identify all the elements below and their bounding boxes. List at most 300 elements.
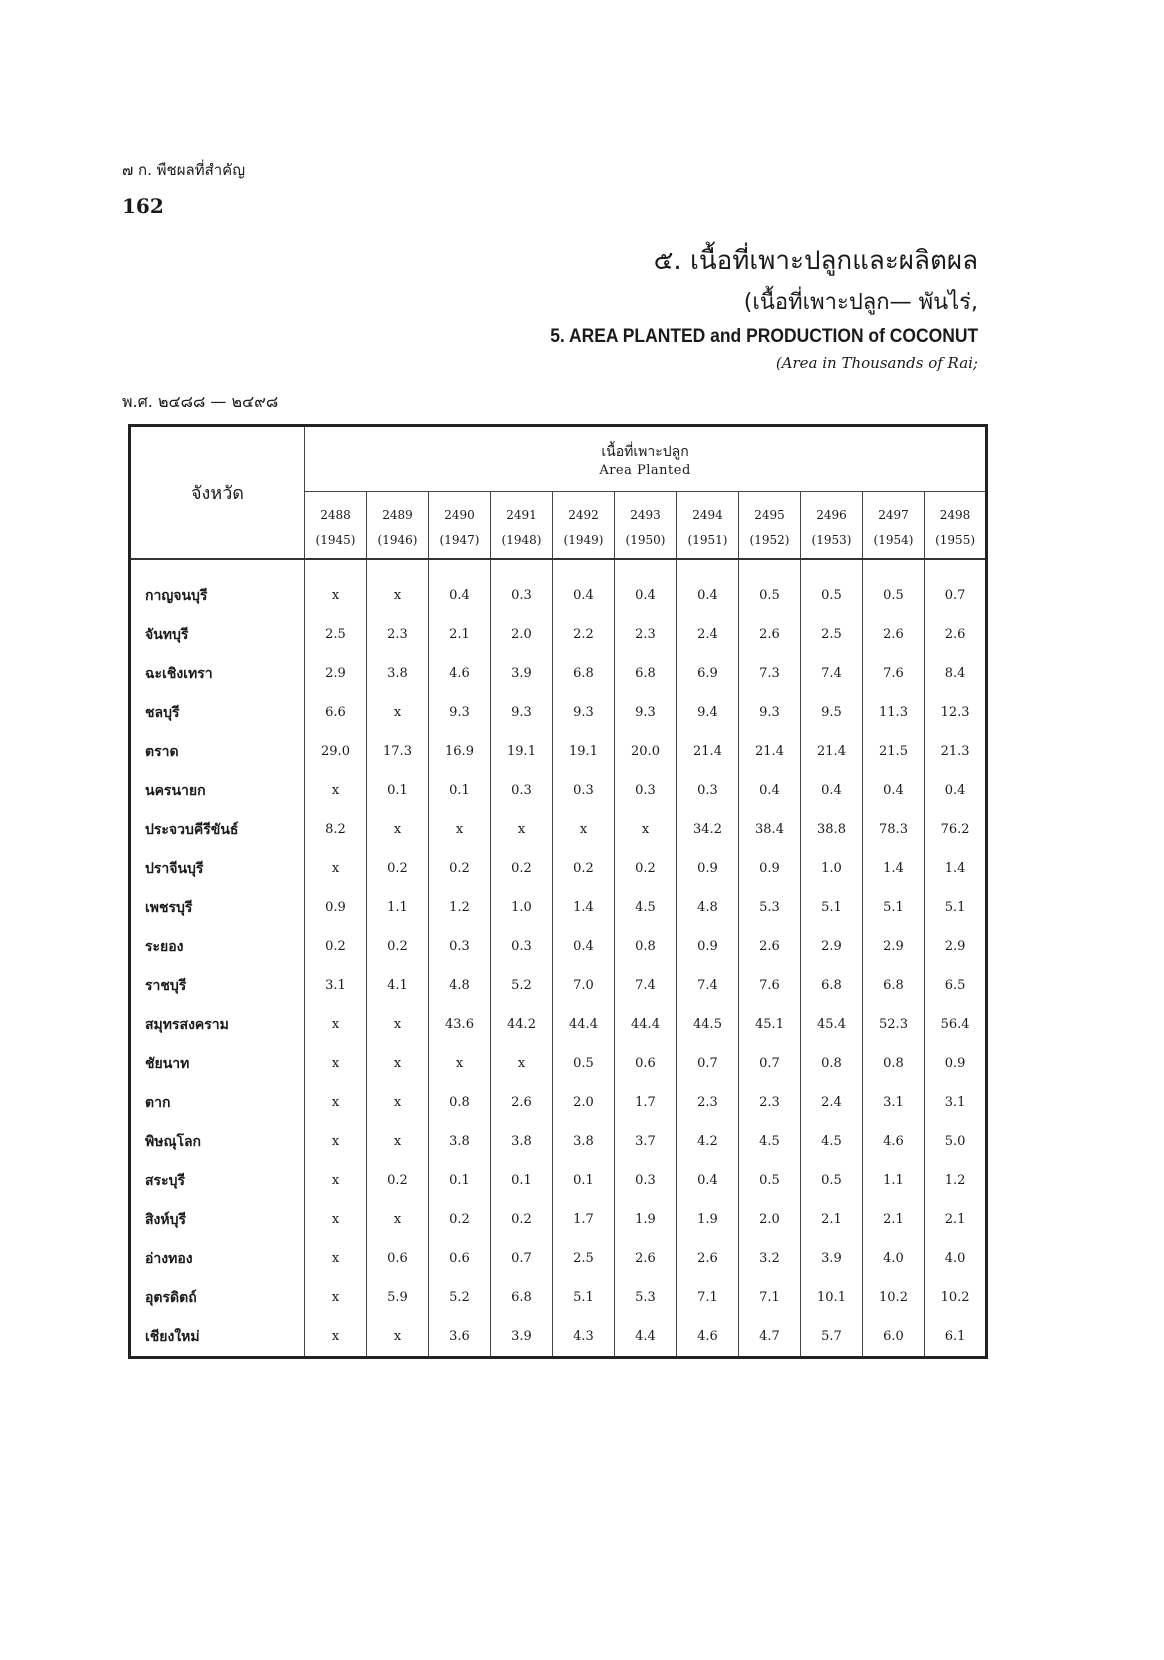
- year-be-header: 2491: [491, 492, 553, 523]
- province-name: ตราด: [130, 732, 305, 771]
- year-be-header: 2489: [367, 492, 429, 523]
- area-value-cell: 5.9: [367, 1278, 429, 1317]
- area-value-cell: 2.1: [925, 1200, 987, 1239]
- area-value-cell: x: [305, 1083, 367, 1122]
- area-value-cell: 9.3: [553, 693, 615, 732]
- page-number: 162: [122, 194, 164, 218]
- spacer-cell: [615, 559, 677, 576]
- year-ce-header: (1946): [367, 522, 429, 559]
- area-value-cell: 5.3: [739, 888, 801, 927]
- area-value-cell: 8.4: [925, 654, 987, 693]
- section-label: ๗ ก. พืชผลที่สำคัญ: [122, 161, 245, 179]
- area-value-cell: 2.2: [553, 615, 615, 654]
- area-value-cell: 0.4: [553, 576, 615, 615]
- area-value-cell: x: [367, 1122, 429, 1161]
- area-value-cell: 7.4: [677, 966, 739, 1005]
- area-value-cell: 3.1: [863, 1083, 925, 1122]
- area-value-cell: 4.5: [615, 888, 677, 927]
- spacer-cell: [491, 559, 553, 576]
- area-value-cell: 2.1: [863, 1200, 925, 1239]
- area-value-cell: x: [429, 1044, 491, 1083]
- area-value-cell: 1.9: [615, 1200, 677, 1239]
- province-name: ปราจีนบุรี: [130, 849, 305, 888]
- area-value-cell: 44.4: [553, 1005, 615, 1044]
- area-value-cell: 4.0: [863, 1239, 925, 1278]
- area-value-cell: 4.7: [739, 1317, 801, 1358]
- table-row: [130, 576, 987, 615]
- table-row: [130, 1200, 987, 1239]
- area-value-cell: 0.1: [429, 1161, 491, 1200]
- area-value-cell: 0.3: [491, 576, 553, 615]
- table-row: [130, 927, 987, 966]
- province-name: จันทบุรี: [130, 615, 305, 654]
- area-value-cell: 0.4: [863, 771, 925, 810]
- area-value-cell: 10.2: [863, 1278, 925, 1317]
- table-row: [130, 1005, 987, 1044]
- area-value-cell: 2.6: [863, 615, 925, 654]
- area-value-cell: 0.4: [677, 1161, 739, 1200]
- spacer-cell: [553, 559, 615, 576]
- area-value-cell: 0.4: [429, 576, 491, 615]
- area-value-cell: 2.5: [553, 1239, 615, 1278]
- year-ce-header: (1949): [553, 522, 615, 559]
- spacer-cell: [801, 559, 863, 576]
- area-value-cell: 1.2: [429, 888, 491, 927]
- area-value-cell: 4.8: [677, 888, 739, 927]
- area-value-cell: x: [305, 849, 367, 888]
- province-name: ตาก: [130, 1083, 305, 1122]
- area-value-cell: 4.8: [429, 966, 491, 1005]
- area-value-cell: x: [305, 771, 367, 810]
- area-value-cell: 19.1: [553, 732, 615, 771]
- coconut-area-table: [128, 424, 988, 1359]
- area-value-cell: 2.0: [491, 615, 553, 654]
- area-value-cell: 1.0: [491, 888, 553, 927]
- area-value-cell: 0.2: [491, 1200, 553, 1239]
- area-value-cell: 2.0: [553, 1083, 615, 1122]
- area-value-cell: 4.1: [367, 966, 429, 1005]
- area-value-cell: 7.4: [615, 966, 677, 1005]
- area-value-cell: 0.3: [615, 1161, 677, 1200]
- table-row: [130, 654, 987, 693]
- area-value-cell: 3.6: [429, 1317, 491, 1358]
- year-ce-header: (1945): [305, 522, 367, 559]
- area-value-cell: 56.4: [925, 1005, 987, 1044]
- area-value-cell: 3.1: [925, 1083, 987, 1122]
- area-value-cell: 2.9: [305, 654, 367, 693]
- area-value-cell: 5.1: [801, 888, 863, 927]
- area-value-cell: 0.8: [429, 1083, 491, 1122]
- area-value-cell: x: [305, 1161, 367, 1200]
- area-value-cell: 1.4: [553, 888, 615, 927]
- province-column-header: จังหวัด: [130, 426, 305, 560]
- area-value-cell: 4.6: [863, 1122, 925, 1161]
- area-value-cell: 2.3: [367, 615, 429, 654]
- area-value-cell: 6.5: [925, 966, 987, 1005]
- english-subtitle: (Area in Thousands of Rai;: [775, 354, 978, 372]
- area-value-cell: 0.3: [553, 771, 615, 810]
- year-ce-header: (1951): [677, 522, 739, 559]
- area-value-cell: 0.7: [491, 1239, 553, 1278]
- year-ce-header: (1952): [739, 522, 801, 559]
- year-be-header: 2498: [925, 492, 987, 523]
- area-value-cell: 2.6: [491, 1083, 553, 1122]
- table-row: [130, 1044, 987, 1083]
- province-name: เชียงใหม่: [130, 1317, 305, 1358]
- area-value-cell: 19.1: [491, 732, 553, 771]
- area-value-cell: 1.7: [553, 1200, 615, 1239]
- area-value-cell: 4.0: [925, 1239, 987, 1278]
- area-value-cell: 0.5: [739, 1161, 801, 1200]
- period-label: พ.ศ. ๒๔๘๘ — ๒๔๙๘: [122, 392, 279, 411]
- area-value-cell: 10.1: [801, 1278, 863, 1317]
- area-value-cell: x: [367, 1083, 429, 1122]
- area-value-cell: 2.5: [801, 615, 863, 654]
- province-name: ฉะเชิงเทรา: [130, 654, 305, 693]
- area-value-cell: 2.5: [305, 615, 367, 654]
- area-value-cell: 0.7: [739, 1044, 801, 1083]
- area-value-cell: 7.3: [739, 654, 801, 693]
- area-value-cell: 0.1: [553, 1161, 615, 1200]
- area-value-cell: x: [367, 576, 429, 615]
- area-planted-header: [305, 426, 987, 492]
- area-value-cell: 4.3: [553, 1317, 615, 1358]
- area-value-cell: 5.1: [925, 888, 987, 927]
- area-value-cell: 0.3: [491, 771, 553, 810]
- area-value-cell: 34.2: [677, 810, 739, 849]
- area-value-cell: 0.4: [801, 771, 863, 810]
- province-name: ชลบุรี: [130, 693, 305, 732]
- spacer-cell: [429, 559, 491, 576]
- area-value-cell: x: [305, 1200, 367, 1239]
- area-value-cell: 2.6: [925, 615, 987, 654]
- area-value-cell: 9.5: [801, 693, 863, 732]
- area-value-cell: 44.5: [677, 1005, 739, 1044]
- year-be-header: 2488: [305, 492, 367, 523]
- area-value-cell: x: [305, 1239, 367, 1278]
- province-name: ระยอง: [130, 927, 305, 966]
- area-value-cell: 1.0: [801, 849, 863, 888]
- year-ce-header: (1954): [863, 522, 925, 559]
- table-row: [130, 1122, 987, 1161]
- area-value-cell: 0.2: [367, 849, 429, 888]
- area-value-cell: 8.2: [305, 810, 367, 849]
- area-value-cell: 6.0: [863, 1317, 925, 1358]
- area-value-cell: 1.1: [863, 1161, 925, 1200]
- area-value-cell: 9.3: [739, 693, 801, 732]
- area-value-cell: x: [305, 1005, 367, 1044]
- spacer-cell: [863, 559, 925, 576]
- area-value-cell: 5.1: [553, 1278, 615, 1317]
- area-value-cell: 3.9: [491, 1317, 553, 1358]
- province-name: นครนายก: [130, 771, 305, 810]
- area-value-cell: 0.8: [863, 1044, 925, 1083]
- area-value-cell: 6.8: [863, 966, 925, 1005]
- area-value-cell: 10.2: [925, 1278, 987, 1317]
- area-value-cell: 9.3: [429, 693, 491, 732]
- area-value-cell: 0.4: [615, 576, 677, 615]
- area-value-cell: 4.2: [677, 1122, 739, 1161]
- area-value-cell: x: [367, 1200, 429, 1239]
- year-ce-header: (1953): [801, 522, 863, 559]
- area-value-cell: 2.1: [801, 1200, 863, 1239]
- spacer-cell: [739, 559, 801, 576]
- area-value-cell: 38.8: [801, 810, 863, 849]
- area-value-cell: 45.1: [739, 1005, 801, 1044]
- table-row: [130, 1239, 987, 1278]
- area-value-cell: 3.8: [367, 654, 429, 693]
- area-value-cell: 0.9: [305, 888, 367, 927]
- spacer-cell: [130, 559, 305, 576]
- area-value-cell: 0.2: [429, 1200, 491, 1239]
- area-value-cell: 7.1: [677, 1278, 739, 1317]
- area-value-cell: 12.3: [925, 693, 987, 732]
- year-be-header: 2492: [553, 492, 615, 523]
- area-value-cell: 0.2: [553, 849, 615, 888]
- area-value-cell: x: [367, 1317, 429, 1358]
- area-value-cell: 2.4: [677, 615, 739, 654]
- table-body: [130, 559, 987, 1358]
- area-value-cell: 4.5: [739, 1122, 801, 1161]
- area-value-cell: 0.4: [677, 576, 739, 615]
- area-value-cell: 21.5: [863, 732, 925, 771]
- area-value-cell: 5.0: [925, 1122, 987, 1161]
- table-row: [130, 771, 987, 810]
- spacer-cell: [677, 559, 739, 576]
- thai-title: ๕. เนื้อที่เพาะปลูกและผลิตผล: [653, 246, 978, 276]
- area-value-cell: 2.6: [677, 1239, 739, 1278]
- province-name: ราชบุรี: [130, 966, 305, 1005]
- table-row: [130, 1317, 987, 1358]
- area-value-cell: 21.4: [739, 732, 801, 771]
- area-value-cell: x: [367, 1005, 429, 1044]
- area-value-cell: 0.3: [491, 927, 553, 966]
- area-value-cell: 6.8: [801, 966, 863, 1005]
- area-value-cell: 21.4: [677, 732, 739, 771]
- area-value-cell: x: [305, 1317, 367, 1358]
- area-value-cell: x: [305, 1044, 367, 1083]
- english-title: 5. AREA PLANTED and PRODUCTION of COCONUT: [550, 326, 978, 347]
- area-value-cell: 44.4: [615, 1005, 677, 1044]
- area-value-cell: 0.5: [801, 576, 863, 615]
- area-value-cell: x: [305, 1122, 367, 1161]
- area-value-cell: 1.2: [925, 1161, 987, 1200]
- area-value-cell: 78.3: [863, 810, 925, 849]
- area-value-cell: x: [305, 576, 367, 615]
- area-value-cell: 2.3: [739, 1083, 801, 1122]
- area-value-cell: 0.1: [429, 771, 491, 810]
- area-value-cell: 5.1: [863, 888, 925, 927]
- area-value-cell: 0.9: [925, 1044, 987, 1083]
- year-ce-header: (1947): [429, 522, 491, 559]
- area-value-cell: 0.1: [367, 771, 429, 810]
- province-name: เพชรบุรี: [130, 888, 305, 927]
- area-value-cell: 6.8: [491, 1278, 553, 1317]
- area-value-cell: 0.1: [491, 1161, 553, 1200]
- area-value-cell: 1.1: [367, 888, 429, 927]
- area-value-cell: 3.1: [305, 966, 367, 1005]
- area-value-cell: 17.3: [367, 732, 429, 771]
- area-value-cell: 0.2: [305, 927, 367, 966]
- area-value-cell: 2.9: [925, 927, 987, 966]
- area-value-cell: 7.6: [863, 654, 925, 693]
- area-value-cell: 0.4: [553, 927, 615, 966]
- area-value-cell: 2.1: [429, 615, 491, 654]
- area-value-cell: 1.9: [677, 1200, 739, 1239]
- area-value-cell: 0.2: [367, 927, 429, 966]
- area-value-cell: 0.4: [739, 771, 801, 810]
- area-value-cell: 3.9: [801, 1239, 863, 1278]
- area-value-cell: 0.4: [925, 771, 987, 810]
- spacer-row: [130, 559, 987, 576]
- area-value-cell: 9.4: [677, 693, 739, 732]
- table-row: [130, 1161, 987, 1200]
- area-value-cell: 29.0: [305, 732, 367, 771]
- spacer-cell: [367, 559, 429, 576]
- area-value-cell: 0.2: [615, 849, 677, 888]
- area-value-cell: x: [553, 810, 615, 849]
- area-value-cell: 0.7: [677, 1044, 739, 1083]
- area-value-cell: 3.8: [429, 1122, 491, 1161]
- table-row: [130, 888, 987, 927]
- area-value-cell: 3.8: [553, 1122, 615, 1161]
- area-value-cell: 43.6: [429, 1005, 491, 1044]
- province-name: สิงห์บุรี: [130, 1200, 305, 1239]
- area-value-cell: 45.4: [801, 1005, 863, 1044]
- year-be-header: 2494: [677, 492, 739, 523]
- area-value-cell: 1.7: [615, 1083, 677, 1122]
- year-ce-header: (1955): [925, 522, 987, 559]
- table-row: [130, 849, 987, 888]
- table-row: [130, 1083, 987, 1122]
- area-value-cell: x: [367, 693, 429, 732]
- province-name: สระบุรี: [130, 1161, 305, 1200]
- year-ce-header: (1948): [491, 522, 553, 559]
- province-name: พิษณุโลก: [130, 1122, 305, 1161]
- area-value-cell: 6.9: [677, 654, 739, 693]
- area-value-cell: 2.4: [801, 1083, 863, 1122]
- area-value-cell: 0.5: [739, 576, 801, 615]
- area-value-cell: 0.6: [367, 1239, 429, 1278]
- year-be-header: 2493: [615, 492, 677, 523]
- area-value-cell: x: [367, 810, 429, 849]
- area-value-cell: 7.1: [739, 1278, 801, 1317]
- area-value-cell: 5.2: [429, 1278, 491, 1317]
- table-row: [130, 1278, 987, 1317]
- area-value-cell: 0.5: [801, 1161, 863, 1200]
- area-value-cell: 16.9: [429, 732, 491, 771]
- area-value-cell: 7.0: [553, 966, 615, 1005]
- area-value-cell: 2.9: [863, 927, 925, 966]
- area-value-cell: 5.7: [801, 1317, 863, 1358]
- area-value-cell: 0.7: [925, 576, 987, 615]
- area-value-cell: 0.9: [677, 849, 739, 888]
- table-row: [130, 693, 987, 732]
- province-name: กาญจนบุรี: [130, 576, 305, 615]
- area-value-cell: 0.5: [863, 576, 925, 615]
- area-value-cell: 1.4: [863, 849, 925, 888]
- area-value-cell: 4.6: [429, 654, 491, 693]
- area-value-cell: 6.8: [553, 654, 615, 693]
- area-value-cell: 0.6: [429, 1239, 491, 1278]
- year-be-header: 2490: [429, 492, 491, 523]
- area-value-cell: x: [305, 1278, 367, 1317]
- spacer-cell: [305, 559, 367, 576]
- area-value-cell: 0.9: [677, 927, 739, 966]
- area-value-cell: 0.5: [553, 1044, 615, 1083]
- year-be-header: 2497: [863, 492, 925, 523]
- area-value-cell: x: [429, 810, 491, 849]
- area-value-cell: 76.2: [925, 810, 987, 849]
- area-value-cell: 21.4: [801, 732, 863, 771]
- area-value-cell: 2.6: [739, 927, 801, 966]
- area-value-cell: 2.3: [615, 615, 677, 654]
- area-value-cell: 2.6: [615, 1239, 677, 1278]
- area-value-cell: 11.3: [863, 693, 925, 732]
- area-value-cell: 5.2: [491, 966, 553, 1005]
- area-value-cell: 0.9: [739, 849, 801, 888]
- area-planted-english: Area Planted: [599, 462, 691, 478]
- area-value-cell: 0.8: [801, 1044, 863, 1083]
- area-value-cell: 6.8: [615, 654, 677, 693]
- area-value-cell: 4.6: [677, 1317, 739, 1358]
- area-planted-thai: เนื้อที่เพาะปลูก: [601, 443, 689, 460]
- area-value-cell: 0.2: [367, 1161, 429, 1200]
- province-name: อุตรดิตถ์: [130, 1278, 305, 1317]
- area-value-cell: x: [491, 810, 553, 849]
- year-ce-header: (1950): [615, 522, 677, 559]
- area-value-cell: 3.9: [491, 654, 553, 693]
- area-value-cell: 5.3: [615, 1278, 677, 1317]
- thai-subtitle: (เนื้อที่เพาะปลูก— พันไร่,: [743, 290, 978, 315]
- table-row: [130, 810, 987, 849]
- year-be-header: 2496: [801, 492, 863, 523]
- area-value-cell: 21.3: [925, 732, 987, 771]
- area-value-cell: 6.6: [305, 693, 367, 732]
- area-value-cell: 44.2: [491, 1005, 553, 1044]
- area-value-cell: 0.6: [615, 1044, 677, 1083]
- area-value-cell: 9.3: [615, 693, 677, 732]
- area-value-cell: 3.8: [491, 1122, 553, 1161]
- area-value-cell: 38.4: [739, 810, 801, 849]
- province-name: ชัยนาท: [130, 1044, 305, 1083]
- area-value-cell: 2.3: [677, 1083, 739, 1122]
- area-value-cell: 3.7: [615, 1122, 677, 1161]
- area-value-cell: 20.0: [615, 732, 677, 771]
- area-value-cell: 0.8: [615, 927, 677, 966]
- area-value-cell: 0.2: [429, 849, 491, 888]
- area-value-cell: 0.3: [677, 771, 739, 810]
- table-row: [130, 615, 987, 654]
- area-value-cell: 2.6: [739, 615, 801, 654]
- table-row: [130, 966, 987, 1005]
- area-value-cell: 9.3: [491, 693, 553, 732]
- area-value-cell: 4.4: [615, 1317, 677, 1358]
- province-name: อ่างทอง: [130, 1239, 305, 1278]
- area-value-cell: 7.4: [801, 654, 863, 693]
- year-be-header: 2495: [739, 492, 801, 523]
- area-value-cell: x: [491, 1044, 553, 1083]
- table-row: [130, 732, 987, 771]
- area-value-cell: 7.6: [739, 966, 801, 1005]
- area-value-cell: 1.4: [925, 849, 987, 888]
- area-value-cell: 2.9: [801, 927, 863, 966]
- area-value-cell: 3.2: [739, 1239, 801, 1278]
- area-value-cell: 0.3: [429, 927, 491, 966]
- spacer-cell: [925, 559, 987, 576]
- area-value-cell: 6.1: [925, 1317, 987, 1358]
- province-name: สมุทรสงคราม: [130, 1005, 305, 1044]
